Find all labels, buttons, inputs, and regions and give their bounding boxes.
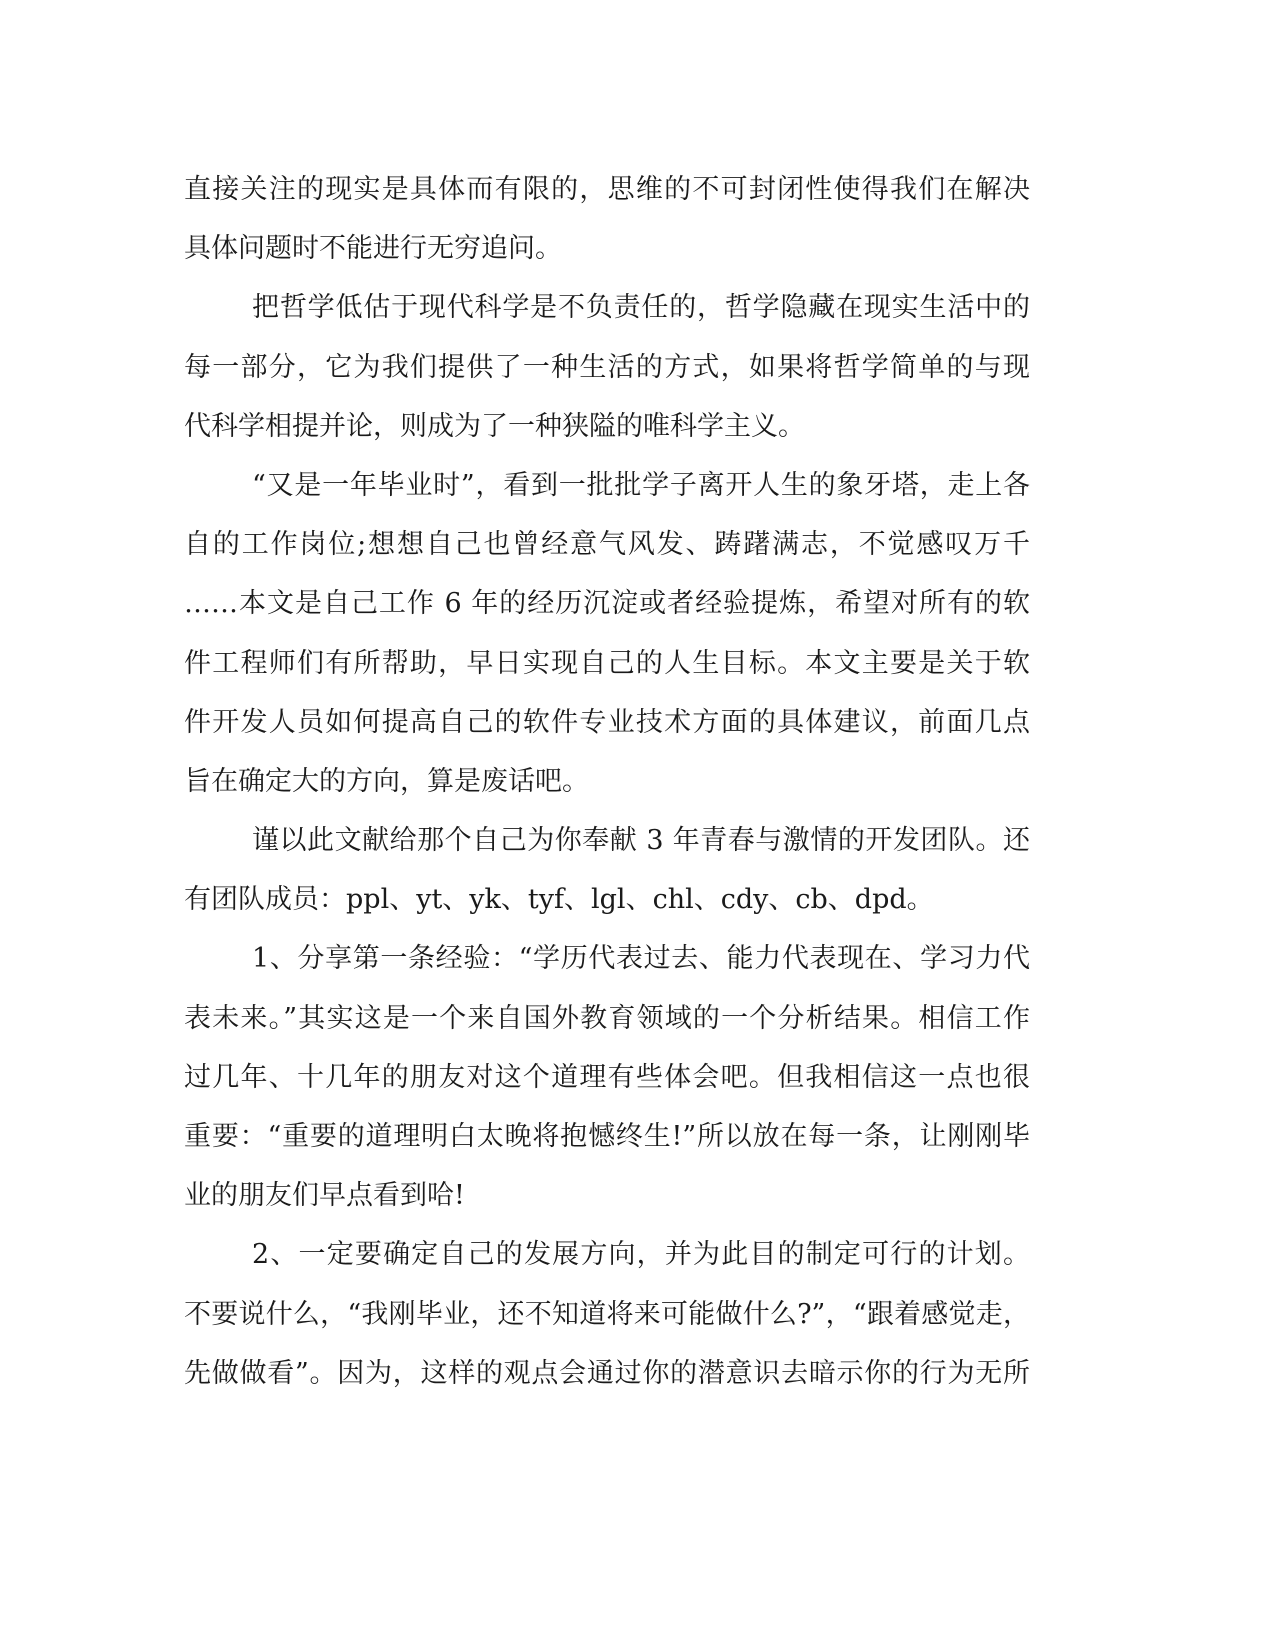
text-line: “又是一年毕业时”，看到一批批学子离开人生的象牙塔，走上各: [252, 469, 1030, 501]
text-line: 每一部分，它为我们提供了一种生活的方式，如果将哲学简单的与现: [184, 351, 1030, 383]
text-line: 业的朋友们早点看到哈!: [184, 1180, 465, 1212]
text-line: 旨在确定大的方向，算是废话吧。: [184, 765, 589, 797]
text-line: 具体问题时不能进行无穷追问。: [184, 233, 562, 265]
text-line: 谨以此文献给那个自己为你奉献 3 年青春与激情的开发团队。还: [252, 825, 1030, 857]
text-line: ……本文是自己工作 6 年的经历沉淀或者经验提炼，希望对所有的软: [184, 588, 1030, 620]
text-line: 表未来。”其实这是一个来自国外教育领域的一个分析结果。相信工作: [184, 1002, 1030, 1034]
text-line: 有团队成员：ppl、yt、yk、tyf、lgl、chl、cdy、cb、dpd。: [184, 884, 934, 916]
text-line: 先做做看”。因为，这样的观点会通过你的潜意识去暗示你的行为无所: [184, 1357, 1030, 1389]
text-line: 不要说什么，“我刚毕业，还不知道将来可能做什么?”，“跟着感觉走，: [184, 1298, 1030, 1330]
text-line: 件工程师们有所帮助，早日实现自己的人生目标。本文主要是关于软: [184, 647, 1030, 679]
text-line: 件开发人员如何提高自己的软件专业技术方面的具体建议，前面几点: [184, 706, 1030, 738]
text-line: 重要：“重要的道理明白太晚将抱憾终生!”所以放在每一条，让刚刚毕: [184, 1121, 1030, 1152]
document-body: [184, 160, 1030, 1403]
text-line: 直接关注的现实是具体而有限的，思维的不可封闭性使得我们在解决: [184, 174, 1030, 205]
text-line: 把哲学低估于现代科学是不负责任的，哲学隐藏在现实生活中的: [252, 292, 1030, 324]
text-line: 自的工作岗位;想想自己也曾经意气风发、踌躇满志，不觉感叹万千: [184, 529, 1030, 561]
text-line: 1、分享第一条经验：“学历代表过去、能力代表现在、学习力代: [252, 943, 1030, 975]
text-line: 代科学相提并论，则成为了一种狭隘的唯科学主义。: [184, 410, 805, 442]
text-line: 2、一定要确定自己的发展方向，并为此目的制定可行的计划。: [252, 1239, 1030, 1271]
text-line: 过几年、十几年的朋友对这个道理有些体会吧。但我相信这一点也很: [184, 1061, 1030, 1093]
